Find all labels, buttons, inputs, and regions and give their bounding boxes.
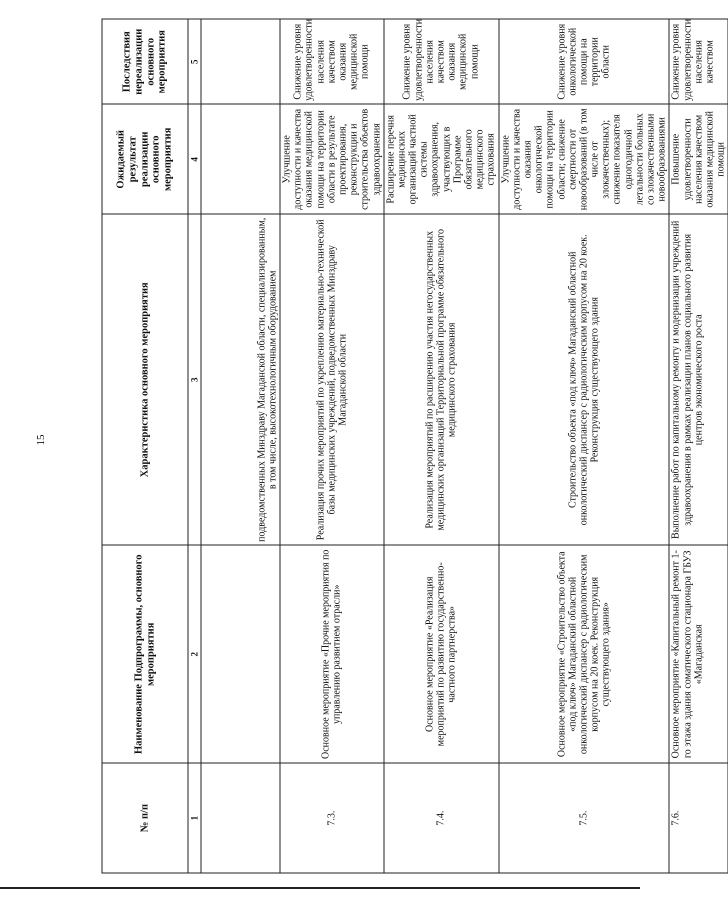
- expected-result: Расширение перечня медицинских организаций частной системы здравоохранения, участвующих в Программе обязательного медицинского страхования: [383, 104, 498, 214]
- table-row: [280, 19, 384, 873]
- measure-description: Реализация прочих мероприятий по укреплению материально-технической базы медицинских учреждений, подведомственных Минздраву Магаданской области: [280, 214, 384, 545]
- measure-name: Основное мероприятие «Прочие мероприятия по управлению развитием отрасли»: [280, 545, 384, 763]
- consequence: [201, 19, 280, 104]
- column-number: 1: [188, 763, 201, 873]
- bottom-rule: [0, 887, 640, 889]
- row-number: 7.4.: [383, 763, 498, 873]
- consequence: Снижение уровня онкологической помощи на территории области: [498, 19, 669, 104]
- measure-name: [201, 545, 280, 763]
- table-header-row: [102, 19, 188, 873]
- row-number: 7.5.: [498, 763, 669, 873]
- row-number: 7.3.: [280, 763, 384, 873]
- expected-result: Улучшение доступности и качества оказания медицинской помощи на территории области в результате проектирования, реконструкции и строительства объектов здравоохранения: [280, 104, 384, 214]
- consequence: Снижение уровня удовлетворенности населения качеством оказания медицинской помощи: [383, 19, 498, 104]
- header-cell: Ожидаемый результат реализации основного мероприятия: [102, 104, 188, 214]
- measures-table: [101, 19, 728, 874]
- page-number: 15: [35, 434, 47, 446]
- consequence: Снижение уровня удовлетворенности населения качеством оказания медицинской помощи: [280, 19, 384, 104]
- measure-description: Выполнение работ по капитальному ремонту и модернизации учреждений здравоохранения в рамках реализации планов социального развития центров экономического роста: [669, 214, 728, 545]
- expected-result: Повышение удовлетворенности населения качеством оказания медицинской помощи: [669, 104, 728, 214]
- table-row: [498, 19, 669, 873]
- header-cell: Характеристика основного мероприятия: [102, 214, 188, 545]
- table-row: [669, 19, 728, 873]
- header-cell: Наименование Подпрограммы, основного мероприятия: [102, 545, 188, 763]
- table-row: [383, 19, 498, 873]
- expected-result: Улучшение доступности и качества оказания онкологической помощи на территории области; снижение смертности от новообразований (в том числе от злокачественных); снижение показателя одногодичной летальности больных со злокачественными новообразованиями: [498, 104, 669, 214]
- column-number: 5: [188, 19, 201, 104]
- measure-name: Основное мероприятие «Реализация мероприятий по развитию государственно-частного партнерства»: [383, 545, 498, 763]
- row-number: 7.6.: [669, 763, 728, 873]
- measure-name: Основное мероприятие «Капитальный ремонт 1-го этажа здания соматического стационара ГБУЗ «Магаданская: [669, 545, 728, 763]
- measure-name: Основное мероприятие «Строительство объекта «под ключ» Магаданский областной онкологический диспансер с радиологическим корпусом на 20 коек. Реконструкция существующего здания»: [498, 545, 669, 763]
- rotated-table-container: [101, 18, 727, 874]
- consequence: Снижение уровня удовлетворенности населения качеством: [669, 19, 728, 104]
- expected-result: [201, 104, 280, 214]
- measure-description: Реализация мероприятий по расширению участия негосударственных медицинских организаций Территориальной программе обязательного медицинского страхования: [383, 214, 498, 545]
- header-cell: Последствия нереализации основного мероприятия: [102, 19, 188, 104]
- measure-description: Строительство объекта «под ключ» Магаданский областной онкологический диспансер с радиологическим корпусом на 20 коек. Реконструкция существующего здания: [498, 214, 669, 545]
- row-number: [201, 763, 280, 873]
- column-number: 3: [188, 214, 201, 545]
- column-number: 2: [188, 545, 201, 763]
- header-cell: № п/п: [102, 763, 188, 873]
- column-number-row: [188, 19, 201, 873]
- table-row: [201, 19, 280, 873]
- measure-description: подведомственных Минздраву Магаданской области, специализированным, в том числе, высокотехнологичным оборудованием: [201, 214, 280, 545]
- column-number: 4: [188, 104, 201, 214]
